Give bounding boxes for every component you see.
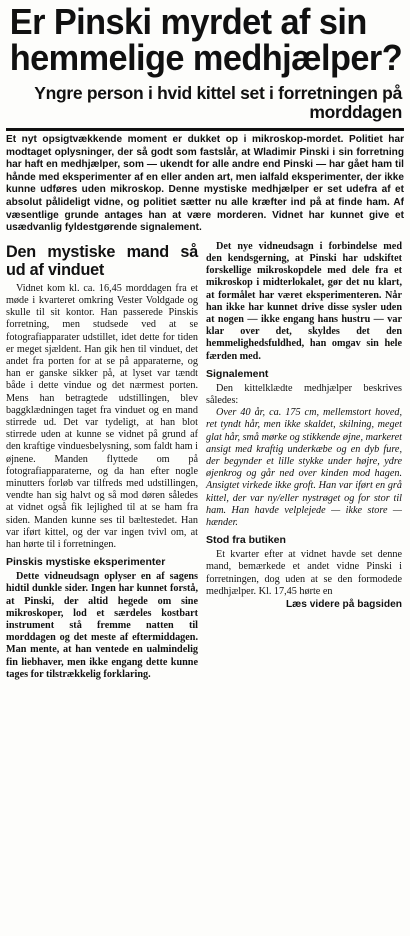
left-paragraph-1: Vidnet kom kl. ca. 16,45 morddagen fra et møde i kvarteret omkring Vester Voldgade og skulle til sit kontor. Han passerede Pinskis forretning, men studsede ved at se fotografiapparater udstillet, idet dette for tiden er meget sjældent. Han gik hen til vinduet, det andet fra porten for at se på apparaterne, og han er ganske sikker på, at lyset var tændt både i dette vindue og det nærmest porten. Mens han betragtede udstillingen, blev baggklædningen taget fra vinduet og en mand stirrede ud. Det var tydeligt, at han blot stirrede uden at kunne se vidnet på grund af den kraftige vinduesbelysning, som faldt ham i øjnene. Manden flyttede om på fotografiapparaterne, og da han efter nogle minutters forløb var tilfreds med udstillingen, vendte han sig halvt og så mod døren således at vidnet også fik lejlighed til at se ham fra siden. Manden kunne ses til bæltestedet. Han var iført kittel, og der var ingen tvivl om, at han hørte til i forretningen. <box>6 282 198 551</box>
left-paragraph-2: Dette vidneudsagn oplyser en af sagens hidtil dunkle sider. Ingen har kunnet forstå, at Pinski, der altid hegede om sine mikroskoper, lod et særdeles kostbart instrument stå fremme natten til morddagen og det meste af eftermiddagen. Man mente, at han ventede en ualmindelig fin liebhaver, men ikke engang dette kunne tages for tilstrækkelig forklaring. <box>6 571 198 680</box>
intro-paragraph: Et nyt opsigtvækkende moment er dukket op i mikroskop-mordet. Politiet har modtaget oplysninger, der så godt som fastslår, at Wladimir Pinski i sin forretning har haft en medhjælper, som — ukendt for alle andre end Pinski — har gået ham til hånde med eksperimenter af en eller anden art, men ialfald eksperimenter, der ikke kunne udføres uden mikroskop. Denne mystiske medhjælper er set udefra af et absolut pålideligt vidne, og politiet sætter nu alle kræfter ind på at finde ham. Af væsentlige grunde antages han at være morderen. Vidnet har kunnet give et usædvanlig fyldestgørende signalement. <box>6 128 404 235</box>
left-column <box>6 241 198 681</box>
right-subtitle-signalement: Signalement <box>206 367 269 380</box>
right-paragraph-2: Den kittelklædte medhjælper beskrives således: <box>206 382 402 406</box>
left-subtitle: Pinskis mystiske eksperimenter <box>6 556 166 569</box>
subheadline: Yngre person i hvid kittel set i forretningen på morddagen <box>34 83 402 122</box>
headline: Er Pinski myrdet af sin hemmelige medhjælper? <box>9 1 403 78</box>
right-paragraph-1: Det nye vidneudsagn i forbindelse med den kendsgerning, at Pinski har udskiftet forskellige mikroskopdele med dele fra et mikroskop i midterlokalet, gør det nu klart, at formålet har været eksperimenteren. Når han ikke har kunnet drive disse sysler uden at nogen — ikke engang hans hustru — var klar over det, skyldes det den hemmelighedsfuldhed, han omgav sin hele færden med. <box>206 240 402 362</box>
right-subtitle-butiken: Stod fra butiken <box>206 534 286 547</box>
article-columns <box>6 241 404 681</box>
left-column-heading: Den mystiske mand så ud af vinduet <box>6 242 198 279</box>
right-column <box>206 241 402 681</box>
continued-on-back-link: Læs videre på bagsiden <box>285 599 402 611</box>
right-paragraph-3: Et kvarter efter at vidnet havde set denne mand, bemærkede et andet vidne Pinski i forretningen, dog uden at se den formodede medhjælper. Kl. 17,45 hørte en <box>206 549 402 597</box>
signalement-quote: Over 40 år, ca. 175 cm, mellemstort hoved, ret tyndt hår, men ikke skaldet, skilning, meget glat hår, små mørke og stikkende øjne, markeret ansigt med kraftig underkæbe og en dyb fure, der begynder et lille stykke under højre, ydre øjenkrog og går ned over kinden mod hagen. Ansigtet virkede ikke groft. Han var iført en grå kittel, der var ny/eller nystrøget og for stor til ham. Han havde velplejede — ikke store — hænder. <box>206 407 402 529</box>
